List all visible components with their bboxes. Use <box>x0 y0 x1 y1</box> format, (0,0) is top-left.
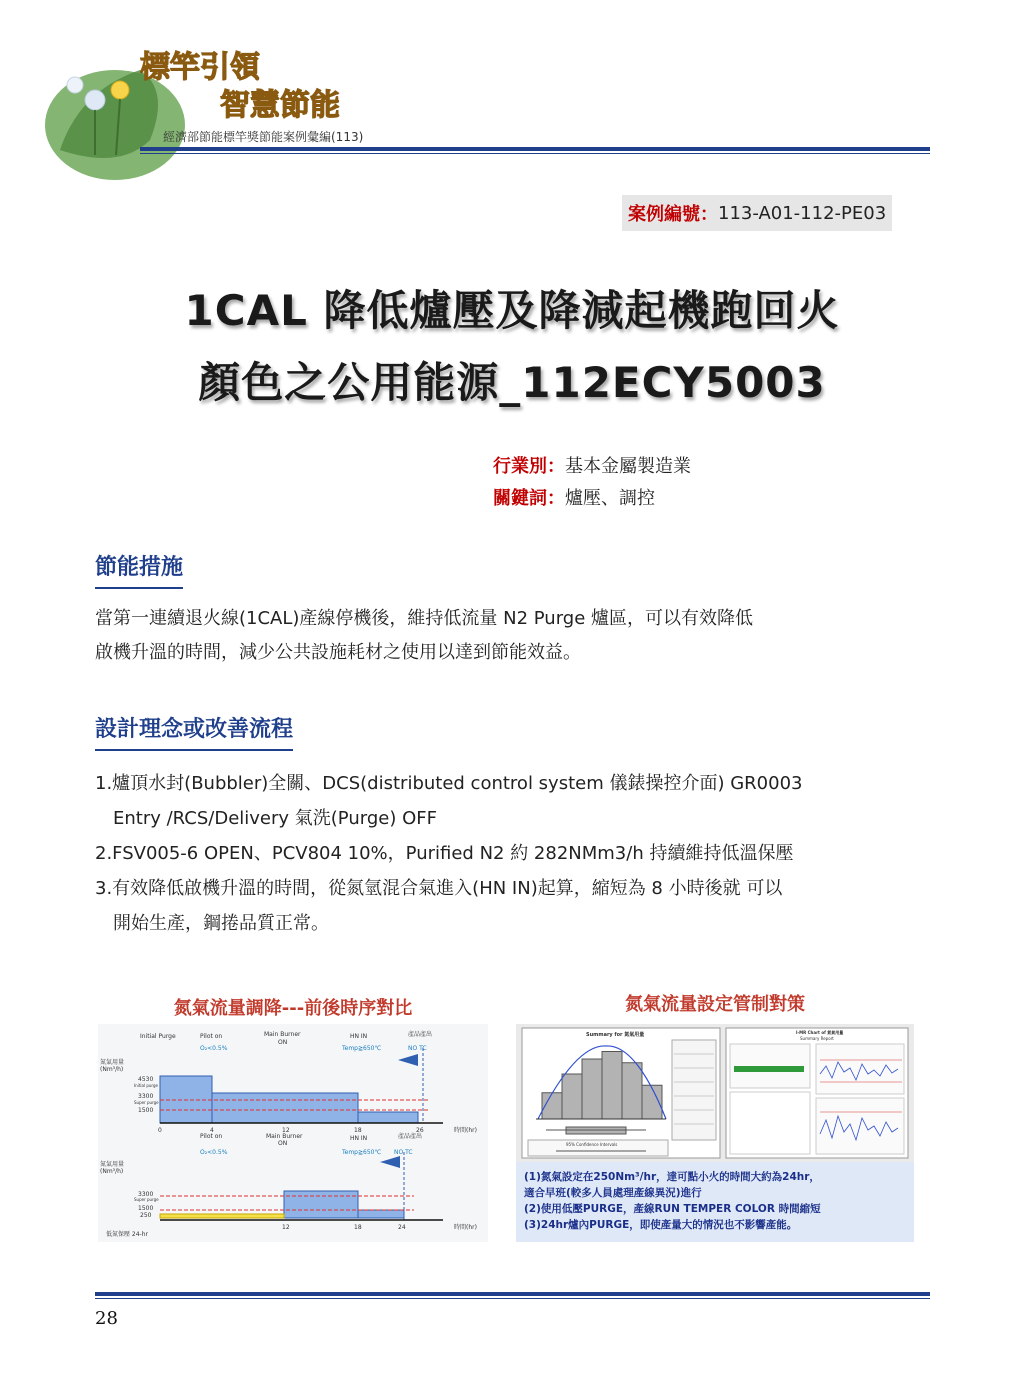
step-1a: 1.爐頂水封(Bubbler)全關、DCS(distributed control system 儀錶操控介面) GR0003 <box>95 773 803 794</box>
note-1a: (1)氮氣設定在250Nm³/hr，達可點小火的時間大約為24hr， <box>524 1171 820 1183</box>
bottom-y-3300: 3300 <box>138 1191 154 1198</box>
note-3: (3)24hr爐內PURGE，即使產量大的情況也不影響產能。 <box>524 1219 798 1231</box>
step-3b: 開始生產，鋼捲品質正常。 <box>113 913 329 934</box>
design-steps <box>95 766 935 941</box>
header-rule <box>140 147 930 151</box>
step-1b: Entry /RCS/Delivery 氣洗(Purge) OFF <box>113 808 437 829</box>
top-y-initial-purge: Initial purge <box>134 1083 158 1088</box>
histogram-bar <box>562 1074 582 1119</box>
industry-row <box>493 452 691 478</box>
top-label-on: ON <box>278 1039 288 1046</box>
bottom-x-18: 18 <box>354 1224 362 1231</box>
top-x-18: 18 <box>354 1127 362 1134</box>
footer-rule <box>95 1292 930 1296</box>
bottom-yaxis-label: 氮氣用量 <box>100 1161 125 1168</box>
figure-left-title: 氮氣流量調降---前後時序對比 <box>173 998 413 1019</box>
note-2: (2)使用低壓PURGE，產線RUN TEMPER COLOR 時間縮短 <box>524 1203 821 1215</box>
bottom-label-main-burner: Main Burner <box>266 1133 303 1140</box>
bottom-sub-notc: NO TC <box>394 1149 413 1156</box>
top-bar-super <box>212 1093 358 1123</box>
top-label-hn-in: HN IN <box>350 1033 368 1040</box>
bottom-sub-temp: Temp≧650℃ <box>342 1149 382 1156</box>
logo-text-line2: 智慧節能 <box>220 88 340 123</box>
figure-right-title: 氮氣流量設定管制對策 <box>625 994 805 1015</box>
measures-paragraph <box>95 602 895 670</box>
histogram-bar <box>582 1059 602 1119</box>
top-x-unit: 時間(hr) <box>454 1127 477 1134</box>
summary-title: Summary for 氮氣用量 <box>586 1032 645 1038</box>
timeline-chart <box>98 1024 488 1242</box>
imr-subtitle: Summary Report <box>800 1036 834 1041</box>
keywords-label: 關鍵詞： <box>493 488 565 509</box>
bottom-label-on: ON <box>278 1140 288 1147</box>
bottom-sub-o2: O₂<0.5% <box>200 1149 228 1156</box>
top-yaxis-label: 氮氣用量 <box>100 1059 125 1066</box>
industry-label: 行業別： <box>493 456 565 477</box>
page-title-line1: 1CAL 降低爐壓及降減起機跑回火 <box>184 286 840 335</box>
top-yaxis-unit: (Nm³/h) <box>100 1066 124 1073</box>
footer-rule-thin <box>95 1298 930 1299</box>
imr-title: I-MR Chart of 氮氣用量 <box>796 1030 844 1035</box>
case-number-box <box>622 195 892 231</box>
flower-icon <box>111 81 129 99</box>
bottom-y-1500: 1500 <box>138 1205 154 1212</box>
top-y-3300: 3300 <box>138 1093 154 1100</box>
bottom-label-output: 產品產出 <box>398 1133 423 1140</box>
industry-value: 基本金屬製造業 <box>565 456 691 477</box>
top-y-super-purge: Super purge <box>134 1100 159 1105</box>
header-logo <box>20 30 400 180</box>
top-x-0: 0 <box>158 1127 162 1134</box>
bottom-label-hn-in: HN IN <box>350 1135 368 1142</box>
top-bar-low <box>358 1112 418 1123</box>
header-rule-thin <box>140 153 930 154</box>
keywords-value: 爐壓、調控 <box>565 488 655 509</box>
logo-text-line1: 標竿引領 <box>140 50 260 85</box>
top-label-pilot-on: Pilot on <box>200 1033 223 1040</box>
top-x-26: 26 <box>416 1127 424 1134</box>
ci-label: 95% Confidence Intervals <box>566 1142 618 1147</box>
figure-nitrogen-control <box>516 990 914 1242</box>
keywords-row <box>493 484 655 510</box>
summary-stats-table <box>672 1040 716 1140</box>
control-chart <box>516 1024 914 1242</box>
case-number-label: 案例編號： <box>628 204 718 225</box>
section-heading-measures: 節能措施 <box>95 550 183 589</box>
step-3a: 3.有效降低啟機升溫的時間，從氮氫混合氣進入(HN IN)起算，縮短為 8 小時後就 可以 <box>95 878 783 899</box>
figure-nitrogen-timeline <box>98 990 488 1242</box>
histogram-bar <box>622 1063 642 1119</box>
note-1b: 適合早班(較多人員處理產線異況)進行 <box>524 1187 702 1199</box>
top-x-4: 4 <box>210 1127 214 1134</box>
top-label-output: 產品產出 <box>408 1031 433 1038</box>
bottom-bar-low <box>358 1210 404 1218</box>
dandelion-icon <box>85 90 105 110</box>
top-label-main-burner: Main Burner <box>264 1031 301 1038</box>
bottom-label-pilot-on: Pilot on <box>200 1133 223 1140</box>
top-label-initial-purge: Initial Purge <box>140 1033 176 1040</box>
bottom-x-unit: 時間(hr) <box>454 1224 477 1231</box>
bottom-x-24: 24 <box>398 1224 406 1231</box>
page-number: 28 <box>95 1308 118 1329</box>
section-heading-design: 設計理念或改善流程 <box>95 712 293 751</box>
header-subtitle: 經濟部節能標竿獎節能案例彙編(113) <box>163 130 364 144</box>
case-number-value: 113-A01-112-PE03 <box>718 202 887 224</box>
bottom-x-12: 12 <box>282 1224 290 1231</box>
histogram-bar <box>602 1052 622 1120</box>
top-y-1500: 1500 <box>138 1107 154 1114</box>
top-x-12: 12 <box>282 1127 290 1134</box>
bottom-note-24hr: 低氮保壓 24-hr <box>106 1231 148 1238</box>
bottom-bar-hold <box>160 1214 284 1218</box>
step-2: 2.FSV005-6 OPEN、PCV804 10%，Purified N2 約 282NMm3/h 持續維持低溫保壓 <box>95 843 794 864</box>
top-sub-o2: O₂<0.5% <box>200 1045 228 1052</box>
measures-line2: 啟機升溫的時間，減少公共設施耗材之使用以達到節能效益。 <box>95 642 581 663</box>
page-title-line2: 顏色之公用能源_112ECY5003 <box>198 358 826 407</box>
bottom-y-super-purge: Super purge <box>134 1197 159 1202</box>
top-y-4530: 4530 <box>138 1076 154 1083</box>
bottom-y-250: 250 <box>140 1212 152 1219</box>
bottom-yaxis-unit: (Nm³/h) <box>100 1168 124 1175</box>
top-sub-notc: NO TC <box>408 1045 427 1052</box>
measures-line1: 當第一連續退火線(1CAL)產線停機後，維持低流量 N2 Purge 爐區，可以有效降低 <box>95 608 754 629</box>
top-sub-temp: Temp≧650℃ <box>342 1045 382 1052</box>
bottom-bar-super <box>284 1191 358 1218</box>
status-bar-green <box>734 1066 804 1072</box>
